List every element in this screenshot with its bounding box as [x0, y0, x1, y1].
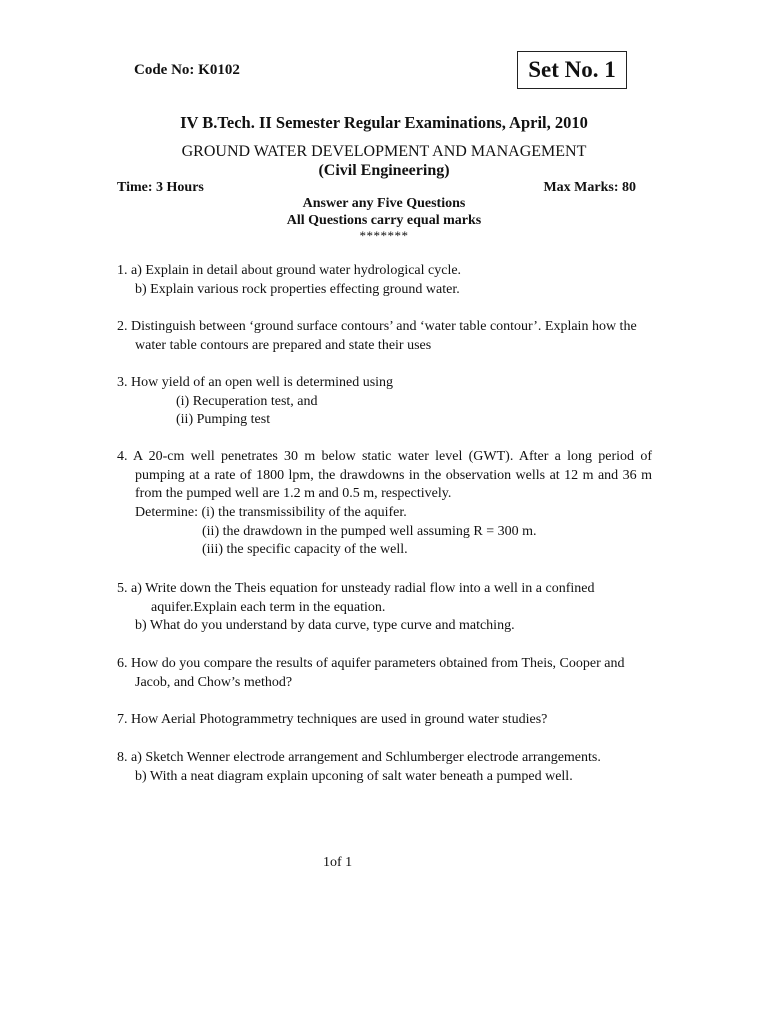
question-line: (iii) the specific capacity of the well. — [202, 542, 408, 558]
question-line: (ii) Pumping test — [176, 412, 271, 428]
question-line: 4. A 20-cm well penetrates 30 m below static water level (GWT). After a long period of — [117, 449, 652, 464]
question-line: water table contours are prepared and state their uses — [135, 337, 432, 353]
separator: ******* — [359, 228, 409, 243]
set-number-box — [517, 51, 627, 89]
set-number: Set No. 1 — [528, 57, 616, 82]
code-number: Code No: K0102 — [134, 62, 240, 78]
page-number: 1of 1 — [323, 855, 353, 870]
question-line: b) With a neat diagram explain upconing of salt water beneath a pumped well. — [135, 768, 573, 784]
question-line: (i) Recuperation test, and — [176, 393, 318, 409]
question-line: b) What do you understand by data curve, type curve and matching. — [135, 618, 515, 634]
question-line: b) Explain various rock properties effecting ground water. — [135, 281, 460, 297]
question-8 — [117, 749, 652, 786]
question-line: 1. a) Explain in detail about ground water hydrological cycle. — [117, 263, 462, 278]
question-line: 7. How Aerial Photogrammetry techniques are used in ground water studies? — [117, 712, 548, 727]
max-marks: Max Marks: 80 — [543, 180, 636, 195]
branch-title: (Civil Engineering) — [318, 162, 450, 179]
question-line: 2. Distinguish between ‘ground surface contours’ and ‘water table contour’. Explain how the — [117, 319, 637, 334]
subject-title: GROUND WATER DEVELOPMENT AND MANAGEMENT — [181, 143, 587, 160]
question-2 — [117, 318, 652, 355]
question-line: 8. a) Sketch Wenner electrode arrangement and Schlumberger electrode arrangements. — [117, 750, 601, 765]
question-line: pumping at a rate of 1800 lpm, the drawdowns in the observation wells at 12 m and 36 m — [135, 467, 652, 483]
question-line: Determine: (i) the transmissibility of the aquifer. — [135, 505, 407, 521]
question-4 — [117, 448, 652, 560]
question-7 — [117, 711, 652, 730]
question-line: aquifer.Explain each term in the equation. — [151, 599, 386, 615]
question-line: from the pumped well are 1.2 m and 0.5 m, respectively. — [135, 486, 452, 502]
instruction-answer: Answer any Five Questions — [302, 196, 466, 211]
question-line: 5. a) Write down the Theis equation for unsteady radial flow into a well in a confined — [117, 581, 595, 596]
question-5 — [117, 580, 652, 636]
exam-duration: Time: 3 Hours — [117, 180, 204, 195]
question-6 — [117, 655, 652, 692]
question-line: Jacob, and Chow’s method? — [135, 674, 293, 690]
question-line: 6. How do you compare the results of aquifer parameters obtained from Theis, Cooper and — [117, 656, 625, 671]
question-1 — [117, 262, 652, 299]
question-3 — [117, 374, 652, 430]
instruction-marks: All Questions carry equal marks — [286, 213, 482, 228]
question-line: 3. How yield of an open well is determined using — [117, 375, 394, 390]
exam-title: IV B.Tech. II Semester Regular Examinations, April, 2010 — [180, 113, 588, 132]
question-line: (ii) the drawdown in the pumped well assuming R = 300 m. — [202, 523, 537, 539]
